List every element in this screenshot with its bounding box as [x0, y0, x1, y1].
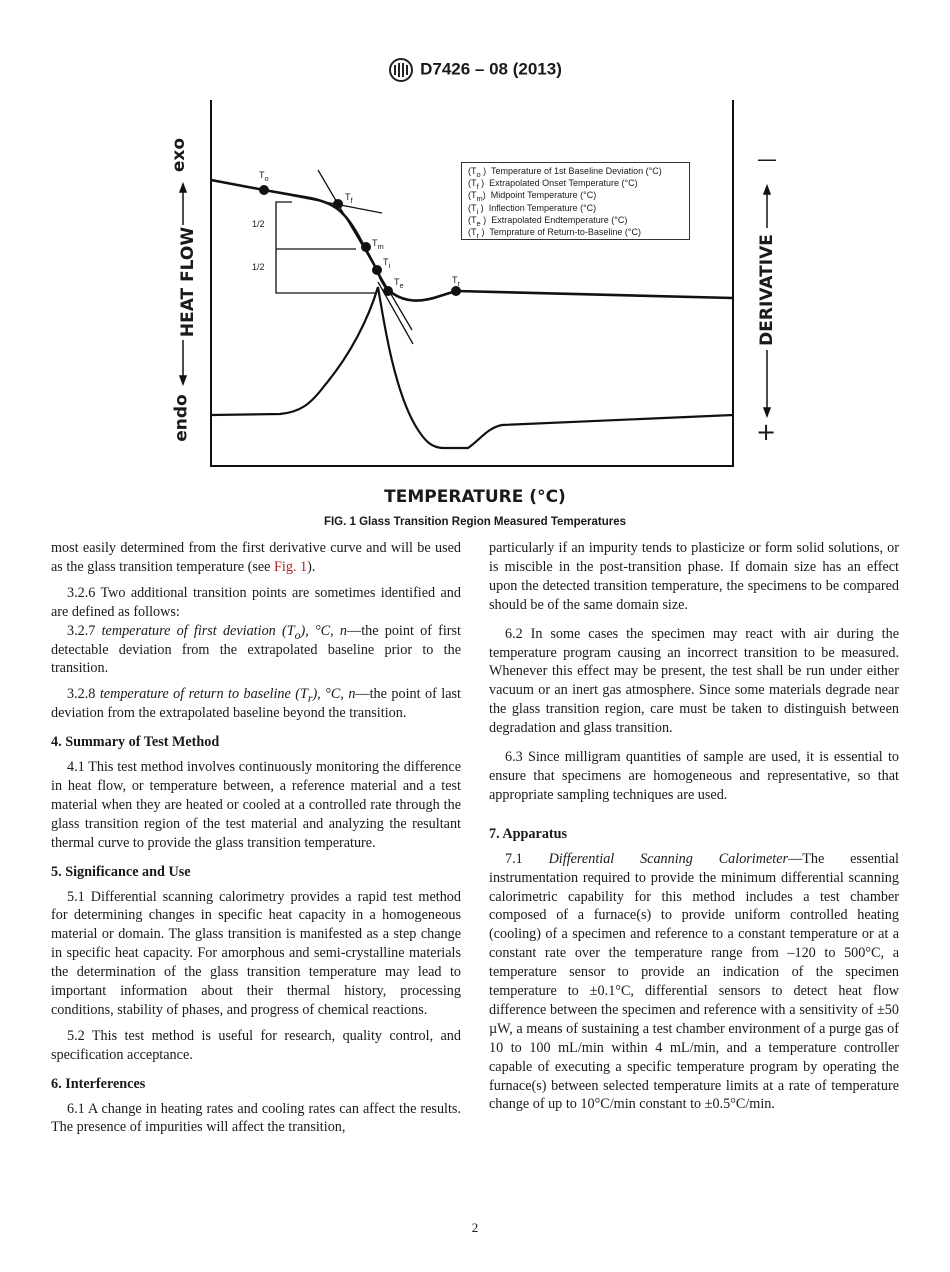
- x-axis-label: TEMPERATURE (°C): [384, 487, 566, 507]
- paragraph-3-2-7: 3.2.7 temperature of first deviation $(T_o)$, °C, n—the point of first detectable deviation from the extrapolated baseline prior to the transition.: [51, 622, 461, 677]
- derivative-label: DERIVATIVE: [756, 234, 777, 346]
- legend-item: $(T_m)$ Midpoint Temperature (°C): [468, 190, 597, 204]
- derivative-minus-label: —: [757, 147, 777, 171]
- point-to: [259, 185, 269, 195]
- section-heading-7: 7. Apparatus: [489, 825, 568, 842]
- paragraph-4-1: 4.1 This test method involves continuously monitoring the difference in heat flow, or temperature between, a reference material and a test material when they are heated or cooled at a controlled rate through the glass transition region of the test material and analyzing the resultant thermal curve to provide the glass transition temperature.: [51, 759, 461, 851]
- label-tf: $T_f$: [345, 192, 353, 205]
- point-te: [383, 286, 393, 296]
- section-heading-4: 4. Summary of Test Method: [51, 734, 220, 751]
- paragraph-6-2: 6.2 In some cases the specimen may react with air during the temperature program causing an incorrect transition to be measured. Whenever this effect may be present, the test shall be run under either vacuum or an inert gas atmosphere. Since some materials degrade near the glass transition region, care must be taken to distinguish between degradation and glass transition.: [489, 625, 899, 737]
- endo-label: endo: [171, 394, 192, 442]
- paragraph: particularly if an impurity tends to plasticize or form solid solutions, or is miscible in the post-transition phase. If domain size has an effect upon the detected transition temperature, the specimens to be compared should be of the same domain size.: [489, 540, 899, 613]
- label-te: $T_e$: [394, 277, 404, 290]
- heat-flow-label: HEAT FLOW: [178, 226, 199, 338]
- paragraph-5-2: 5.2 This test method is useful for research, quality control, and specification acceptance.: [51, 1027, 461, 1063]
- legend-item: ($T_i$ ) Inflection Temperature (°C): [468, 202, 597, 216]
- plot-frame: [211, 100, 733, 466]
- half-label-lower: 1/2: [252, 262, 265, 272]
- figure-legend: [461, 162, 690, 240]
- legend-item: ($T_e$ ) Extrapolated Endtemperature (°C): [468, 214, 628, 228]
- paragraph: most easily determined from the first derivative curve and will be used as the glass transition temperature (see Fig. 1).: [51, 540, 461, 575]
- paragraph-6-1: 6.1 A change in heating rates and cooling rates can affect the results. The presence of impurities will affect the transition,: [51, 1100, 461, 1136]
- exo-label: exo: [169, 137, 190, 173]
- right-column: [489, 539, 899, 1121]
- glass-transition-figure: [0, 0, 950, 540]
- paragraph-5-1: 5.1 Differential scanning calorimetry provides a rapid test method for determining changes in specific heat capacity in a homogeneous material or domain. The glass transition is manifested as a step change in specific heat capacity. For amorphous and semi-crystalline materials the determination of the glass transition temperature may lead to important information about their thermal history, processing conditions, stability of phases, and progress of chemical reactions.: [51, 888, 461, 1018]
- legend-item: ($T_f$ ) Extrapolated Onset Temperature (°C): [468, 178, 638, 191]
- label-to: $T_o$: [259, 170, 269, 183]
- paragraph-3-2-6: 3.2.6 Two additional transition points are sometimes identified and are defined as follows:: [51, 584, 461, 620]
- legend-item: ($T_o$ ) Temperature of 1st Baseline Deviation (°C): [468, 166, 662, 179]
- page-number: 2: [471, 1220, 479, 1235]
- label-tr: $T_r$: [452, 275, 460, 288]
- paragraph-3-2-8: 3.2.8 temperature of return to baseline $(T_r)$, °C, n—the point of last deviation from the extrapolated baseline beyond the transition.: [51, 686, 461, 722]
- half-label-upper: 1/2: [252, 219, 265, 229]
- left-column: [51, 539, 461, 1144]
- half-bracket: [276, 202, 375, 293]
- point-ti: [372, 265, 382, 275]
- paragraph-7-1: 7.1 Differential Scanning Calorimeter—The essential instrumentation required to provide the minimum differential scanning calorimetric capability for this method includes a test chamber composed of a furnace(s) to provide uniform controlled heating (cooling) of a specimen and reference to a constant temperature or at a constant rate over the temperature range from –120 to 500°C, a temperature sensor to provide an indication of the specimen temperature to ±0.1°C, differential sensors to detect heat flow difference between the specimen and reference with a sensitivity of ±50 µW, a means of sustaining a test chamber environment of a purge gas of 10 to 100 mL/min within 4 mL/min, and a temperature controller capable of executing a specific temperature program by operating the furnace(s) between selected temperature limits at a rate of temperature change of up to 10°C/min constant to ±0.5°C/min.: [489, 850, 899, 1113]
- derivative-plus-label: +: [756, 418, 777, 446]
- paragraph-6-3: 6.3 Since milligram quantities of sample are used, it is essential to ensure that specimens are homogeneous and representative, so that appropriate sampling techniques are used.: [489, 749, 899, 803]
- section-heading-6: 6. Interferences: [51, 1075, 146, 1092]
- figure-caption: FIG. 1 Glass Transition Region Measured Temperatures: [323, 516, 627, 528]
- point-tm: [361, 242, 371, 252]
- fig1-link[interactable]: Fig. 1: [273, 558, 308, 575]
- section-heading-5: 5. Significance and Use: [51, 863, 191, 880]
- document-title: D7426 – 08 (2013): [420, 59, 562, 79]
- point-tf: [333, 199, 343, 209]
- label-tm: $T_m$: [372, 238, 384, 251]
- label-ti: $T_i$: [383, 257, 391, 270]
- legend-item: ($T_r$ ) Temprature of Return-to-Baseline (°C): [468, 227, 641, 240]
- derivative-curve: [211, 287, 733, 448]
